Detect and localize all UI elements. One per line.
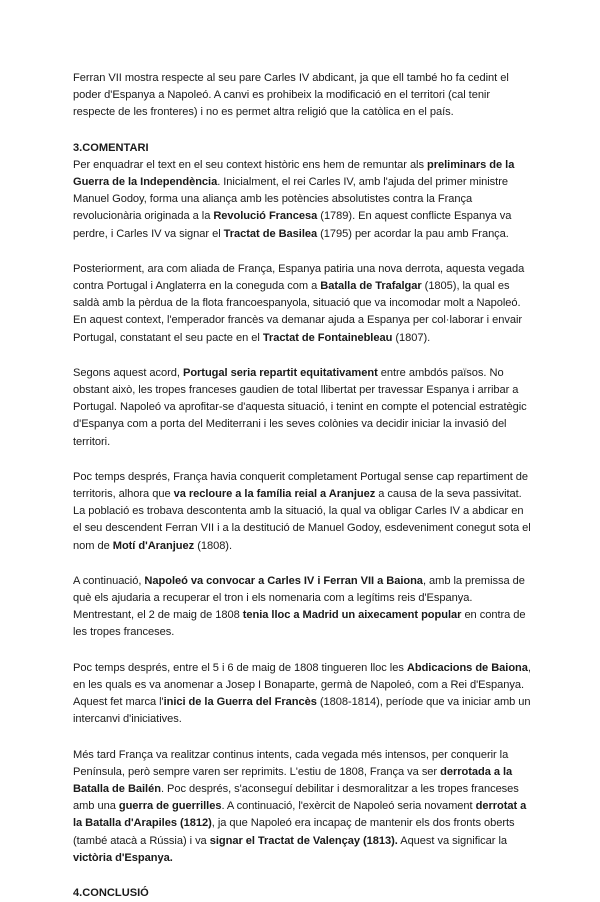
text-run: Posteriorment, ara com aliada de França, Espanya patiria una nova derrota, aquesta vegada contra Portugal i Anglaterra en la coneguda com a [73, 262, 525, 293]
text-run: (1807). [392, 331, 431, 344]
comentari-paragraph-7 [73, 747, 533, 867]
text-run: en contra de les tropes franceses. [73, 609, 526, 639]
bold-term: inici de la Guerra del Francès [163, 696, 317, 709]
bold-term: Portugal seria repartit equitativament [182, 366, 378, 379]
bold-term: va recloure a la família reial a Aranjuez [173, 488, 376, 501]
bold-term: Tractat de Basilea [223, 227, 318, 240]
text-run: . Poc després, s'aconseguí debilitar i desmoralitzar a les tropes franceses amb una [73, 782, 519, 813]
bold-term: signar el Tractat de Valençay (1813). [209, 834, 398, 847]
text-run: (1808-1814), període que va iniciar amb un intercanvi d'iniciatives. [73, 696, 531, 726]
text-run: (1789). En aquest conflicte Espanya va perdre, i Carles IV va signar el [73, 210, 512, 240]
text-run: entre ambdós països. No obstant això, les tropes franceses gaudien de total llibertat per travessar Espanya i arribar a Portugal. Napoleó va aprofitar-se d'aquesta situació, i tenint en compte el potencial estratègic d'Espanya com a porta del Mediterrani i les seves colònies va decidir iniciar la invasió del territori. [73, 366, 527, 448]
text-run: , amb la premissa de què els ajudaria a recuperar el tron i els nomenaria com a legítims reis d'Espanya. Mentrestant, el 2 de maig de 1808 [73, 574, 525, 622]
text-run: , en les quals es va anomenar a Josep I Bonaparte, germà de Napoleó, com a Rei d'Espanya. Aquest fet marca l' [73, 661, 531, 709]
text-run: . A continuació, l'exèrcit de Napoleó seria novament [221, 800, 476, 813]
text-run: . Inicialment, el rei Carles IV, amb l'ajuda del primer ministre Manuel Godoy, forma una aliança amb les potències absolutistes contra la França revolucionària originada a la [73, 176, 508, 223]
bold-term: Batalla de Trafalgar [320, 280, 422, 293]
bold-term: victòria d'Espanya. [73, 851, 173, 864]
intro-paragraph: Ferran VII mostra respecte al seu pare Carles IV abdicant, ja que ell també ho fa cedint el poder d'Espanya a Napoleó. A canvi es prohibeix la modificació en el territori (cal tenir respecte de les fronteres) i no es permet altra religió que la catòlica en el país. [73, 72, 509, 119]
comentari-paragraph-6 [73, 660, 533, 729]
document-body [73, 70, 533, 902]
section-heading-conclusio: 4.CONCLUSIÓ [73, 886, 149, 899]
bold-term: derrotat a la Batalla d'Arapiles (1812) [73, 800, 527, 830]
text-run: (1805), la qual es saldà amb la pèrdua de la flota francoespanyola, situació que va incomodar molt a Napoleó. En aquest context, l'emperador francès va demanar ajuda a Espanya per col·laborar i envair Portugal, constatant el seu pacte en el [73, 280, 523, 344]
comentari-paragraph-2 [73, 261, 533, 347]
text-run: Poc temps després, França havia conquerit completament Portugal sense cap repartiment de territoris, alhora que [73, 470, 529, 501]
comentari-paragraph-3 [73, 365, 533, 451]
bold-term: Motí d'Aranjuez [112, 539, 195, 552]
text-run: A continuació, [73, 574, 145, 587]
comentari-paragraph-1 [73, 157, 533, 243]
bold-term: Revolució Francesa [213, 210, 318, 223]
bold-term: guerra de guerrilles [118, 800, 222, 813]
bold-term: preliminars de la Guerra de la Independència [73, 158, 515, 189]
text-run: Aquest va significar la [397, 834, 507, 847]
text-run: , ja que Napoleó era incapaç de mantenir els dos fronts oberts (també atacà a Rússia) i va [73, 817, 515, 847]
comentari-paragraph-5 [73, 573, 533, 642]
text-run: Segons aquest acord, [73, 366, 183, 379]
text-run: a causa de la seva passivitat. La població es trobava descontenta amb la situació, la qual va obligar Carles IV a abdicar en el seu descendent Ferran VII i a la destitució de Manuel Godoy, esdeveniment conegut sota el nom de [73, 488, 531, 552]
text-run: Més tard França va realitzar continus intents, cada vegada més intensos, per conquerir la Península, però sempre varen ser reprimits. L'estiu de 1808, França va ser [73, 748, 509, 778]
text-run: Per enquadrar el text en el seu context històric ens hem de remuntar als [73, 158, 428, 171]
comentari-paragraph-4 [73, 469, 533, 555]
text-run: (1808). [194, 539, 232, 552]
text-run: Poc temps després, entre el 5 i 6 de maig de 1808 tingueren lloc les [73, 661, 407, 674]
bold-term: Abdicacions de Baiona [406, 661, 528, 674]
section-heading-comentari: 3.COMENTARI [73, 141, 149, 154]
bold-term: Napoleó va convocar a Carles IV i Ferran VII a Baiona [144, 574, 423, 587]
bold-term: derrotada a la Batalla de Bailén [73, 765, 513, 795]
bold-term: tenia lloc a Madrid un aixecament popular [242, 609, 462, 622]
text-run: (1795) per acordar la pau amb França. [317, 227, 509, 240]
bold-term: Tractat de Fontainebleau [262, 331, 393, 344]
